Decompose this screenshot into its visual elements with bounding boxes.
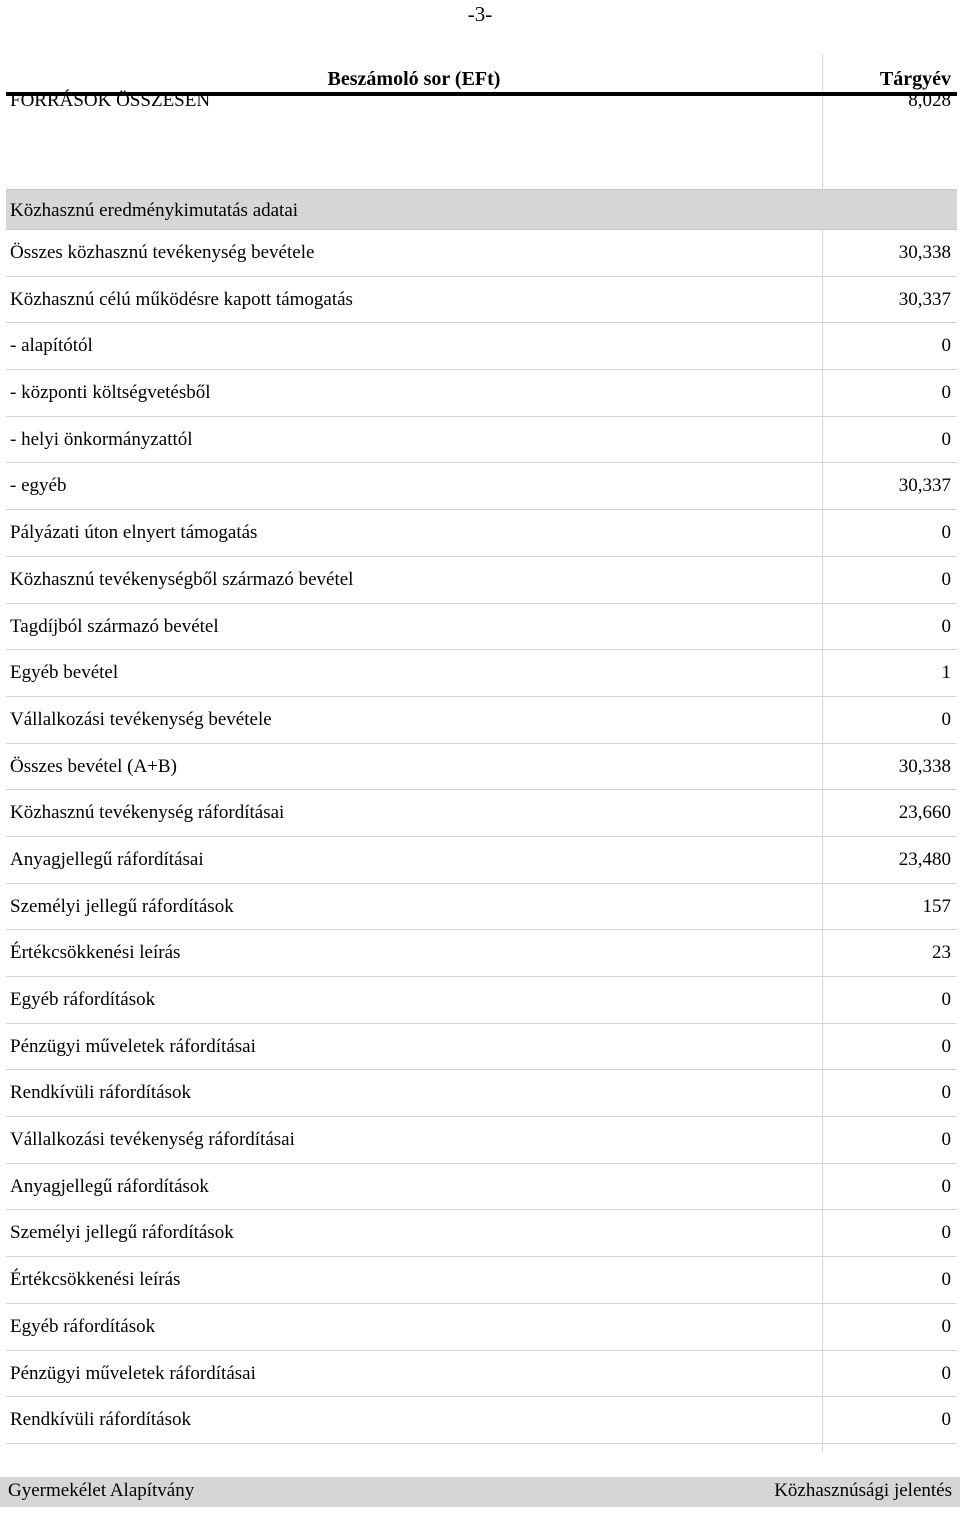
row-label: Összes bevétel (A+B) [10, 755, 177, 777]
table-row [6, 1397, 957, 1444]
row-label: Személyi jellegű ráfordítások [10, 895, 234, 917]
row-value: 0 [941, 1129, 951, 1151]
row-label: - központi költségvetésből [10, 382, 211, 404]
row-label: Egyéb ráfordítások [10, 1315, 156, 1337]
row-value: 0 [941, 1222, 951, 1244]
table-row [6, 930, 957, 977]
header-label: Beszámoló sor (EFt) [327, 68, 501, 90]
row-value: 0 [941, 615, 951, 637]
row-label: Vállalkozási tevékenység ráfordításai [10, 1129, 295, 1151]
table-row [6, 277, 957, 324]
section-heading [6, 189, 957, 230]
row-value: 157 [922, 895, 951, 917]
row-label: Pályázati úton elnyert támogatás [10, 522, 258, 544]
row-label: - egyéb [10, 475, 67, 497]
table-row [6, 697, 957, 744]
row-value: 0 [941, 708, 951, 730]
row-value: 0 [941, 522, 951, 544]
table-row [6, 463, 957, 510]
row-label: Összes közhasznú tevékenység bevétele [10, 242, 315, 263]
table-row [6, 1304, 957, 1351]
row-label: Közhasznú tevékenységből származó bevétel [10, 568, 354, 590]
row-value: 23,660 [898, 802, 951, 824]
row-label: Közhasznú célú működésre kapott támogatás [10, 288, 353, 310]
table-row [6, 1070, 957, 1117]
row-value: 0 [941, 1175, 951, 1197]
page-number: -3- [467, 2, 493, 26]
page-footer [0, 1477, 960, 1507]
row-label: Személyi jellegű ráfordítások [10, 1222, 234, 1244]
row-value: 30,337 [898, 475, 951, 497]
row-value: 0 [941, 989, 951, 1010]
row-label: Anyagjellegű ráfordításai [10, 848, 204, 870]
table-row [6, 1024, 957, 1071]
footer-organization: Gyermekélet Alapítvány [8, 1480, 195, 1501]
row-value: 0 [941, 1269, 951, 1291]
table-row [6, 557, 957, 604]
spacer [6, 112, 957, 189]
row-label: Egyéb ráfordítások [10, 989, 156, 1010]
row-value: 0 [941, 1409, 951, 1431]
table-row [6, 837, 957, 884]
row-label: Tagdíjból származó bevétel [10, 615, 219, 637]
row-label: Rendkívüli ráfordítások [10, 1409, 191, 1431]
table-row-total-sources [6, 90, 957, 112]
row-label: - helyi önkormányzattól [10, 428, 193, 450]
row-label: Értékcsökkenési leírás [10, 1269, 181, 1291]
row-label: Vállalkozási tevékenység bevétele [10, 708, 272, 730]
table-row [6, 650, 957, 697]
row-label: Anyagjellegű ráfordítások [10, 1175, 209, 1197]
row-label: FORRÁSOK ÖSSZESEN [10, 90, 211, 111]
row-value: 1 [941, 662, 951, 684]
row-label: Közhasznú tevékenység ráfordításai [10, 802, 285, 824]
table-row [6, 884, 957, 931]
row-value: 0 [941, 428, 951, 450]
table-row [6, 1117, 957, 1164]
row-value: 0 [941, 568, 951, 590]
row-value: 30,337 [898, 288, 951, 310]
row-value: 30,338 [898, 242, 951, 263]
table-row [6, 1257, 957, 1304]
table-row [6, 977, 957, 1024]
header-value-label: Tárgyév [879, 68, 951, 90]
row-label: - alapítótól [10, 335, 93, 357]
row-label: Rendkívüli ráfordítások [10, 1082, 191, 1104]
row-value: 0 [941, 1035, 951, 1057]
table-row [6, 604, 957, 651]
table-row [6, 790, 957, 837]
row-label: Értékcsökkenési leírás [10, 942, 181, 964]
row-label: Egyéb bevétel [10, 662, 119, 684]
row-label: Pénzügyi műveletek ráfordításai [10, 1362, 256, 1384]
table-row [6, 1351, 957, 1398]
row-value: 23,480 [898, 848, 951, 870]
table-row [6, 230, 957, 277]
report-table [6, 54, 957, 1444]
row-value: 0 [941, 1082, 951, 1104]
footer-report-title: Közhasznúsági jelentés [774, 1480, 952, 1501]
row-value: 23 [932, 942, 951, 964]
row-value: 0 [941, 335, 951, 357]
row-value: 8,028 [908, 90, 951, 111]
row-value: 0 [941, 1315, 951, 1337]
table-body [6, 230, 957, 1444]
row-value: 0 [941, 1362, 951, 1384]
table-row [6, 510, 957, 557]
table-row [6, 323, 957, 370]
table-row [6, 1164, 957, 1211]
row-value: 0 [941, 382, 951, 404]
row-value: 30,338 [898, 755, 951, 777]
table-row [6, 417, 957, 464]
table-row [6, 370, 957, 417]
section-title: Közhasznú eredménykimutatás adatai [10, 200, 299, 221]
row-label: Pénzügyi műveletek ráfordításai [10, 1035, 256, 1057]
table-header [6, 54, 957, 94]
table-row [6, 744, 957, 791]
table-row [6, 1210, 957, 1257]
